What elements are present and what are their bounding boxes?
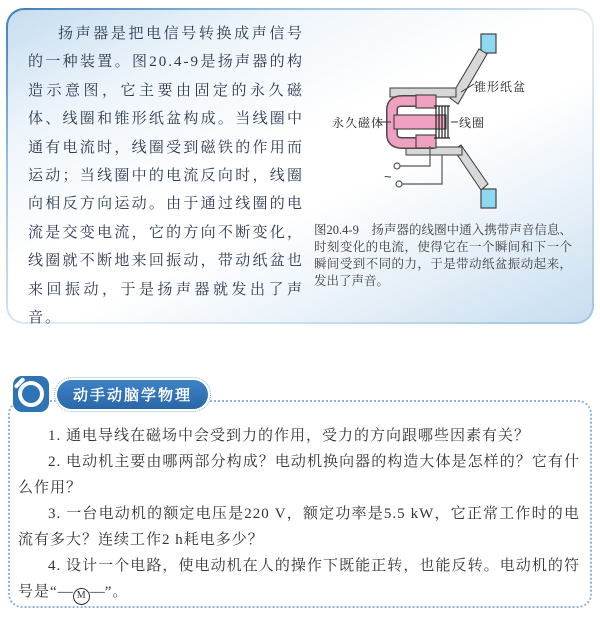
motor-symbol: “— M —”。 xyxy=(50,584,128,600)
section-header xyxy=(13,376,211,412)
ac-symbol: ~ xyxy=(384,169,392,184)
question-list xyxy=(18,423,580,605)
motor-circle-m: M xyxy=(73,588,90,605)
question-1: 1. 通电导线在磁场中会受到力的作用，受力的方向跟哪些因素有关？ xyxy=(48,428,531,444)
terminal-top xyxy=(394,163,400,169)
question-4-text: 4. 设计一个电路，使电动机在人的操作下既能正转，也能反转。电动机的符号是 xyxy=(18,558,580,600)
section-title: 动手动脑学物理 xyxy=(57,380,208,409)
question-4 xyxy=(18,553,580,605)
magnet-pole-bottom xyxy=(416,135,436,148)
section-title-outline xyxy=(54,377,211,412)
frame-corner-top xyxy=(481,34,496,53)
wire-bottom xyxy=(402,155,442,184)
label-coil: 线圈 xyxy=(459,116,486,130)
magnet-core-bar xyxy=(394,115,446,129)
frame-corner-bottom xyxy=(481,189,496,208)
label-permanent-magnet: 永久磁体 xyxy=(332,116,385,130)
coil-windings xyxy=(434,106,450,138)
target-icon xyxy=(13,376,49,412)
magnet-pole-top xyxy=(416,95,436,108)
question-3: 3. 一台电动机的额定电压是220 V，额定功率是5.5 kW，它正常工作时的电流有多大？连续工作2 h耗电多少？ xyxy=(18,506,580,548)
label-cone: 锥形纸盆 xyxy=(474,80,527,94)
intro-paragraph: 扬声器是把电信号转换成声信号的一种装置。图20.4-9是扬声器的构造示意图，它主要由固定的永久磁体、线圈和锥形纸盆构成。当线圈中通有电流时，线圈受到磁铁的作用而运动；当线圈中的电流反向时，线圈向相反方向运动。由于通过线圈的电流是交变电流，它的方向不断变化，线圈就不断地来回振动，带动纸盆也来回振动，于是扬声器就发出了声音。 xyxy=(28,26,304,327)
speaker-diagram xyxy=(330,18,590,223)
terminal-bottom xyxy=(396,181,402,187)
figure-caption: 图20.4-9 扬声器的线圈中通入携带声音信息、时刻变化的电流，使得它在一个瞬间和下一个瞬间受到不同的力，于是带动纸盆振动起来，发出了声音。 xyxy=(314,223,572,288)
question-2: 2. 电动机主要由哪两部分构成？电动机换向器的构造大体是怎样的？它有什么作用？ xyxy=(18,454,580,496)
target-icon-ring xyxy=(18,381,44,407)
